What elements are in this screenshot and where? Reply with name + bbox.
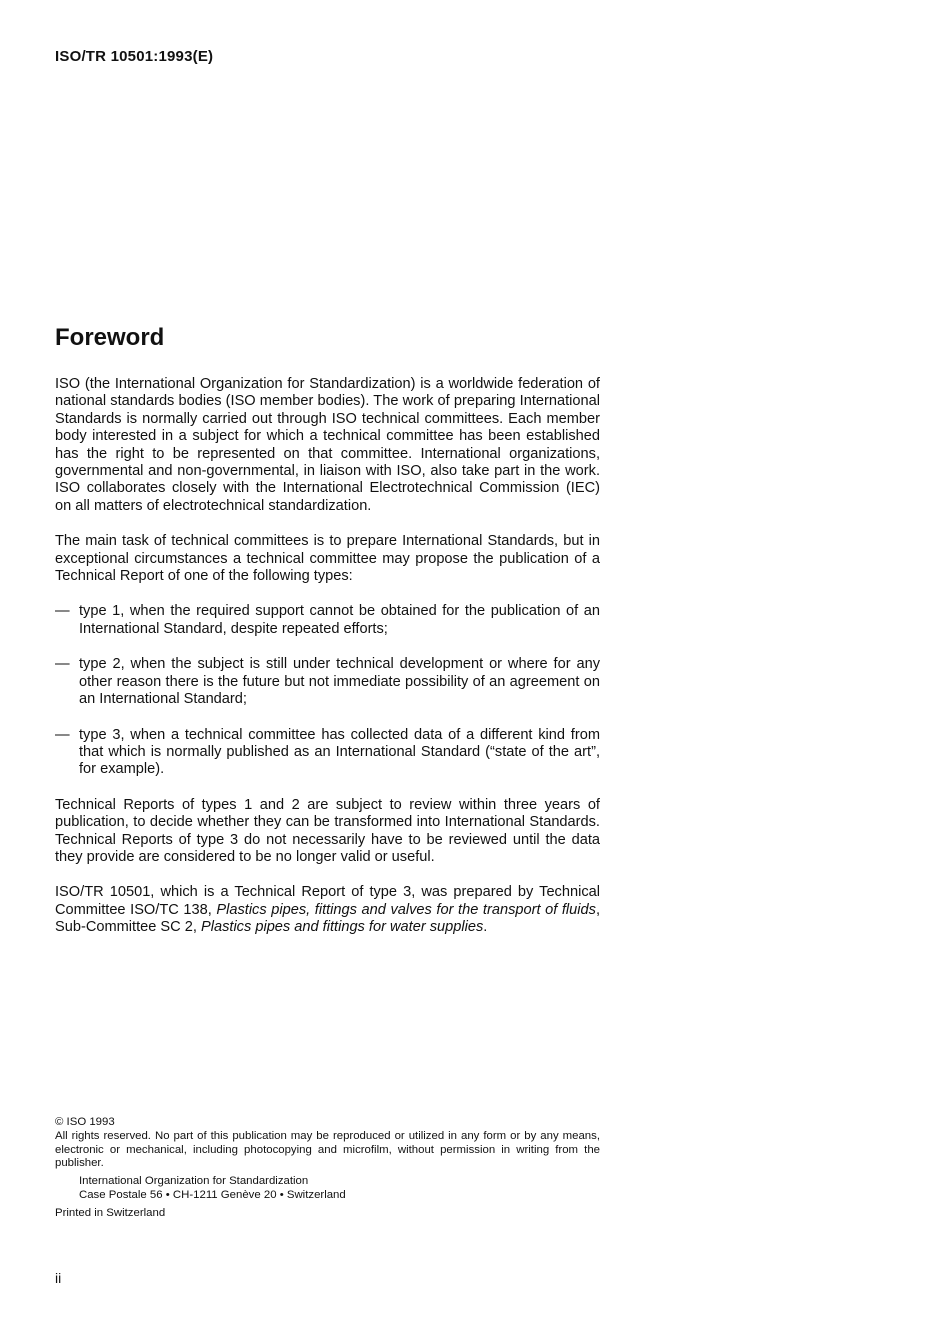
- copyright-block: [55, 1116, 600, 1221]
- list-item-text: type 2, when the subject is still under technical development or where for any other reason there is the future but not immediate possibility of an agreement on an International Standard;: [79, 656, 600, 708]
- postal-address: Case Postale 56 • CH-1211 Genève 20 • Switzerland: [79, 1188, 346, 1201]
- organization-name: International Organization for Standardization: [79, 1175, 309, 1188]
- dash-bullet: —: [55, 726, 70, 743]
- document-id: ISO/TR 10501:1993(E): [55, 48, 214, 65]
- paragraph-4-text: .: [483, 919, 488, 936]
- committee-title: Plastics pipes, fittings and valves for the transport of fluids: [216, 901, 596, 918]
- technical-report-types-list: [55, 603, 600, 778]
- list-item-text: type 1, when the required support cannot be obtained for the publication of an International Standard, despite repeated efforts;: [79, 603, 600, 637]
- printed-in: Printed in Switzerland: [55, 1206, 166, 1219]
- subcommittee-title: Plastics pipes and fittings for water supplies: [201, 919, 484, 936]
- list-item: [55, 656, 600, 708]
- dash-bullet: —: [55, 603, 70, 620]
- paragraph-4-text: ISO/TR 10501, which is a Technical Report of type 3, was prepared by Technical Committee ISO/TC 138,: [55, 884, 600, 918]
- rights-reserved-text: All rights reserved. No part of this publication may be reproduced or utilized in any form or by any means, electronic or mechanical, including photocopying and microfilm, without permission in writing from the publisher.: [55, 1129, 600, 1170]
- foreword-paragraph-1: ISO (the International Organization for Standardization) is a worldwide federation of national standards bodies (ISO member bodies). The work of preparing International Standards is normally carried out through ISO technical committees. Each member body interested in a subject for which a technical committee has been established has the right to be represented on that committee. International organizations, governmental and non-governmental, in liaison with ISO, also take part in the work. ISO collaborates closely with the International Electrotechnical Commission (IEC) on all matters of electrotechnical standardization.: [55, 376, 600, 514]
- foreword-paragraph-4: [55, 884, 600, 936]
- copyright-notice: © ISO 1993: [55, 1116, 115, 1128]
- paragraph-4-text: , Sub-Committee SC 2,: [55, 901, 600, 936]
- list-item-text: type 3, when a technical committee has collected data of a different kind from that which is normally published as an International Standard (“state of the art”, for example).: [79, 726, 600, 778]
- list-item: [55, 603, 600, 638]
- page-number: ii: [55, 1270, 62, 1286]
- foreword-paragraph-2: The main task of technical committees is to prepare International Standards, but in exceptional circumstances a technical committee may propose the publication of a Technical Report of one of the following types:: [55, 533, 600, 585]
- foreword-body: [55, 376, 600, 955]
- organization-address: [79, 1175, 600, 1203]
- foreword-heading: Foreword: [55, 324, 165, 351]
- list-item: [55, 727, 600, 779]
- dash-bullet: —: [55, 656, 70, 673]
- foreword-paragraph-3: Technical Reports of types 1 and 2 are subject to review within three years of publication, to decide whether they can be transformed into International Standards. Technical Reports of type 3 do not necessarily have to be reviewed until the data they provide are considered to be no longer valid or useful.: [55, 796, 600, 865]
